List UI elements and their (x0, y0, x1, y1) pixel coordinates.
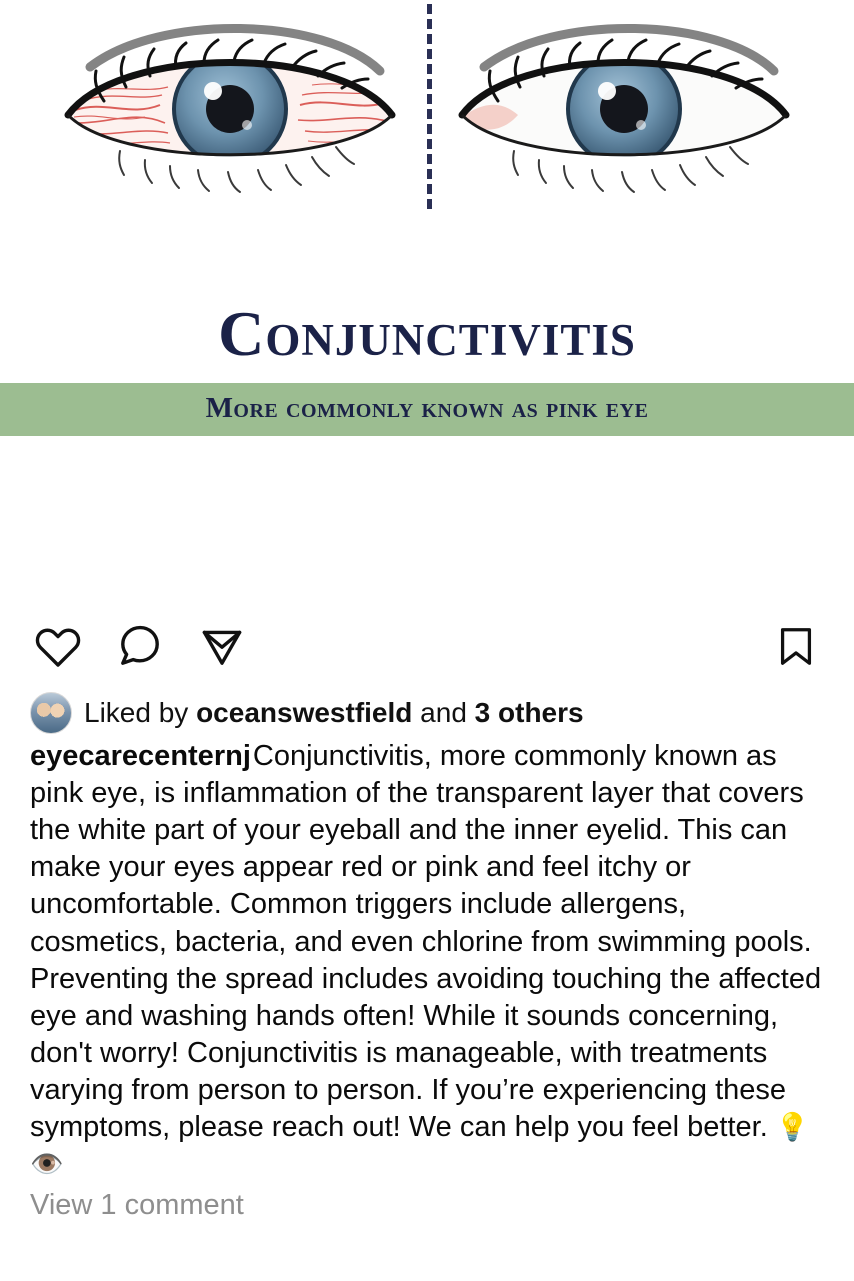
liked-by-username[interactable]: oceanswestfield (196, 697, 413, 729)
comment-button[interactable] (112, 618, 168, 674)
caption-username[interactable]: eyecarecenternj (30, 740, 251, 772)
share-button[interactable] (194, 618, 250, 674)
avatar (30, 692, 72, 734)
heart-icon (34, 622, 82, 670)
image-main-title: Conjunctivitis (218, 298, 636, 369)
image-subtitle: More commonly known as pink eye (205, 392, 649, 425)
liked-by-text (84, 694, 584, 732)
liked-by-row[interactable] (30, 692, 824, 734)
healthy-eye-illustration (444, 5, 804, 215)
save-button[interactable] (768, 618, 824, 674)
action-bar-right (768, 618, 824, 674)
action-bar-left (30, 618, 250, 674)
bookmark-icon (773, 623, 819, 669)
caption-area (0, 692, 854, 1281)
image-title-block (0, 300, 854, 436)
share-paperplane-icon (198, 622, 246, 670)
red-eye-illustration (50, 5, 410, 215)
image-subtitle-band (0, 383, 854, 436)
liked-by-others-count[interactable]: 3 others (474, 697, 584, 729)
post-image[interactable] (0, 0, 854, 600)
post-action-bar (0, 600, 854, 692)
eye-illustrations (0, 0, 854, 220)
caption-emoji: 💡 👁️ (30, 1112, 810, 1180)
liked-by-conjunction: and (420, 697, 467, 729)
liked-by-prefix: Liked by (84, 697, 189, 729)
like-button[interactable] (30, 618, 86, 674)
comment-icon (116, 622, 164, 670)
view-comments-link[interactable]: View 1 comment (30, 1189, 244, 1222)
vertical-dashed-divider (427, 4, 432, 209)
post-caption (30, 738, 824, 1183)
caption-text: Conjunctivitis, more commonly known as pink eye, is inflammation of the transparent layer that covers the white part of your eyeball and the inner eyelid. This can make your eyes appear red or pink and feel itchy or uncomfortable. Common triggers include allergens, cosmetics, bacteria, and even chlorine from swimming pools. Preventing the spread includes avoiding touching the affected eye and washing hands often! While it sounds concerning, don't worry! Conjunctivitis is manageable, with treatments varying from person to person. If you’re experiencing these symptoms, please reach out! We can help you feel better. (30, 740, 822, 1144)
